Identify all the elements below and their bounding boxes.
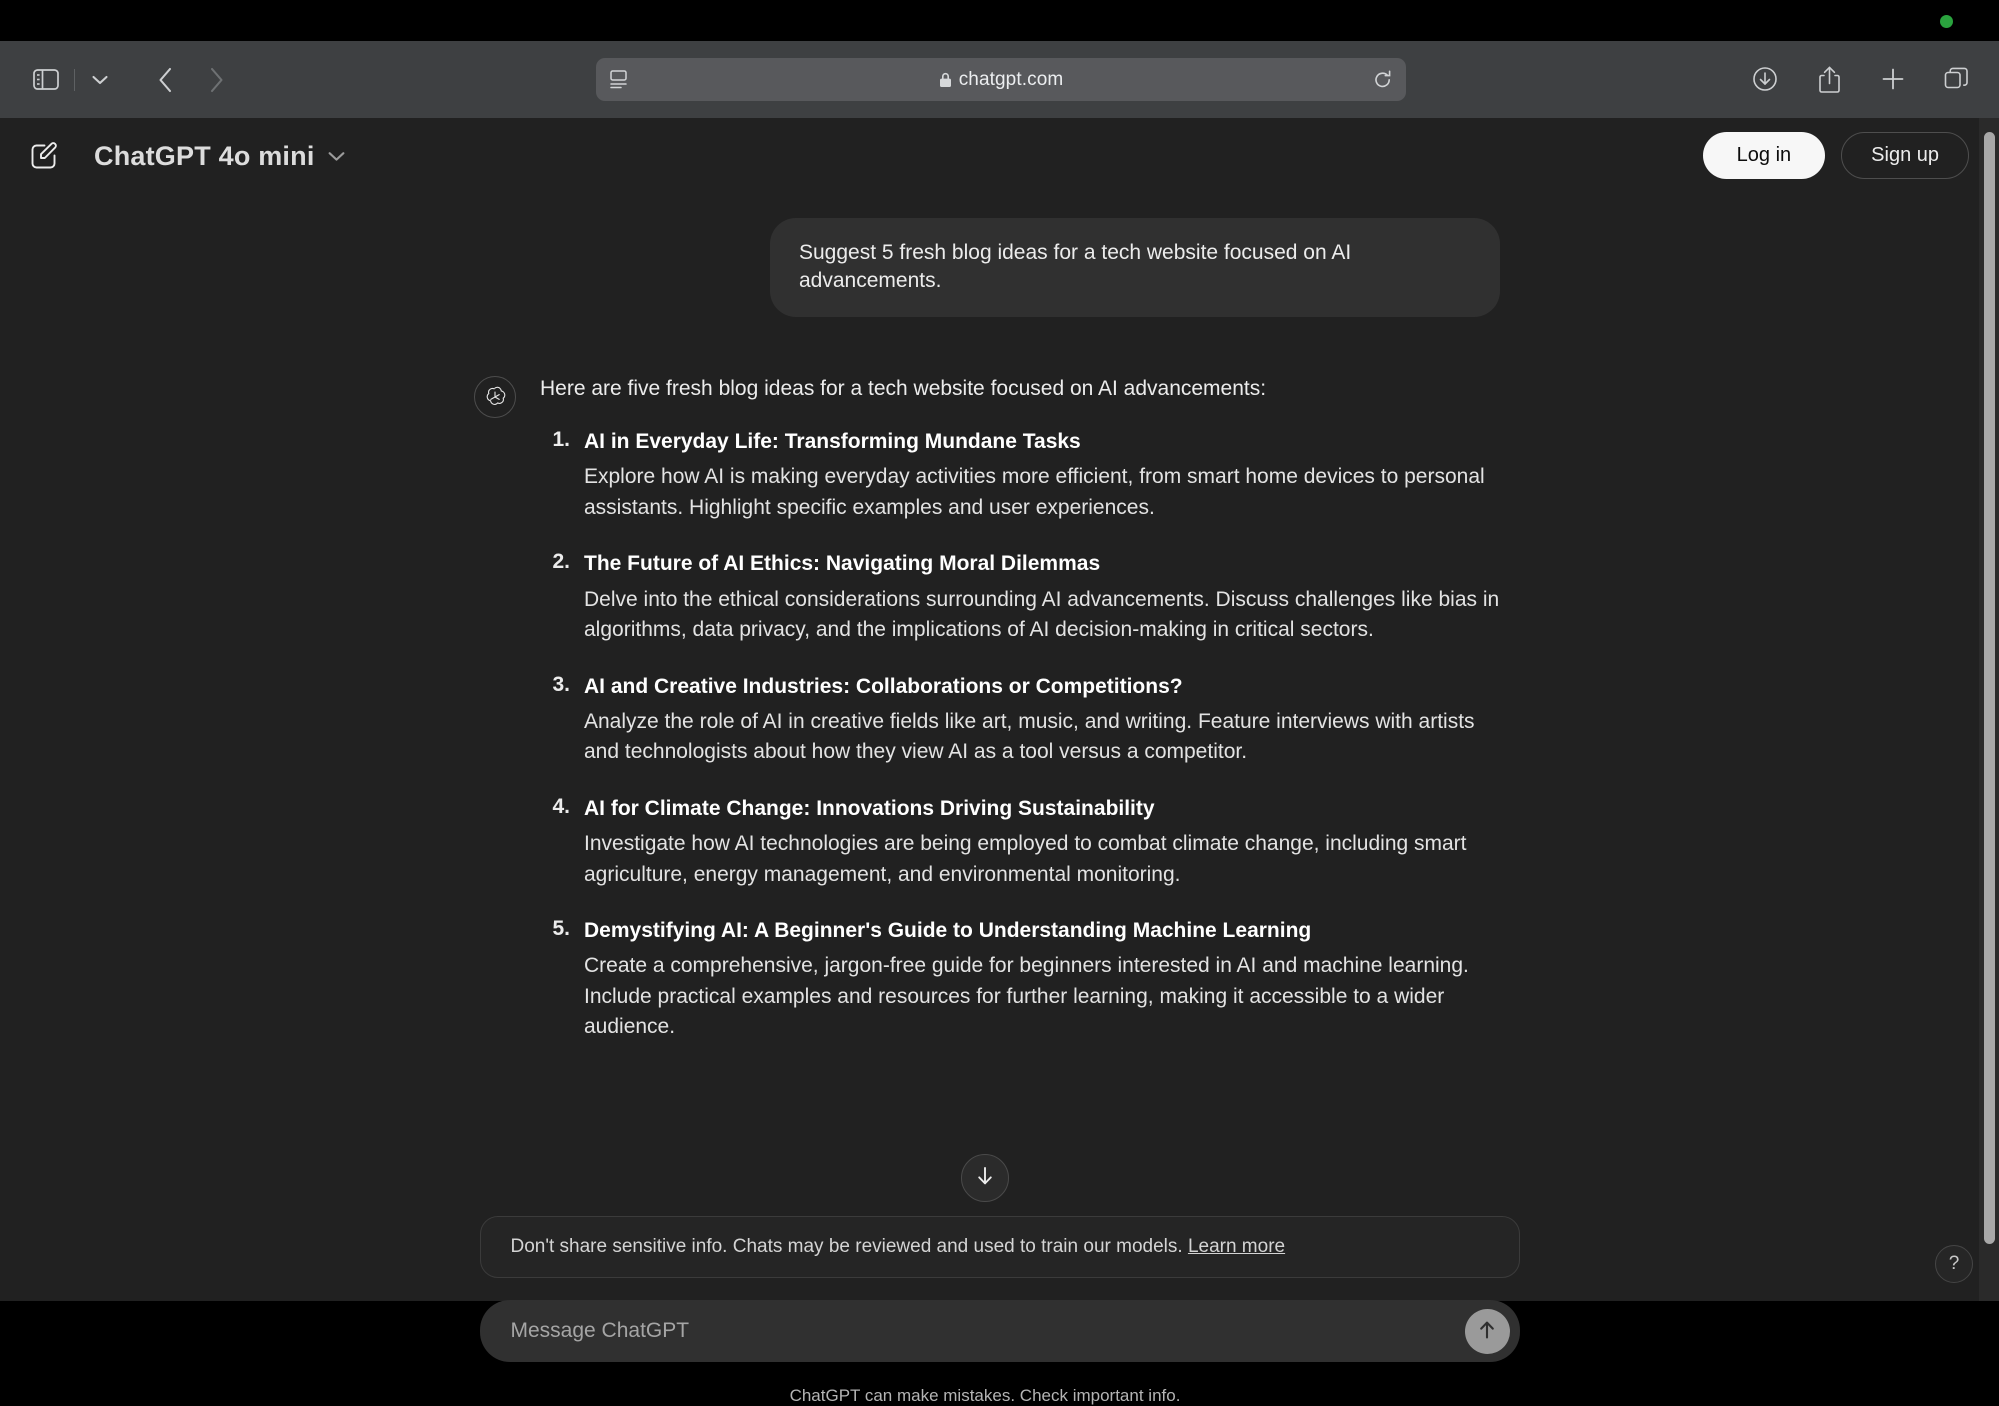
- list-item: [540, 917, 1500, 1043]
- idea-title: The Future of AI Ethics: Navigating Moral Dilemmas: [584, 552, 1101, 576]
- user-message-bubble: Suggest 5 fresh blog ideas for a tech website focused on AI advancements.: [770, 218, 1500, 317]
- idea-description: Analyze the role of AI in creative fields like art, music, and writing. Feature interviews with artists and technologists about how they view AI as a tool versus a competitor.: [584, 709, 1475, 764]
- new-chat-pencil-icon[interactable]: [28, 140, 60, 172]
- user-message-row: [470, 218, 1500, 317]
- scrollbar-thumb[interactable]: [1984, 132, 1995, 1244]
- reader-view-icon[interactable]: [610, 70, 627, 89]
- plus-icon[interactable]: [1875, 58, 1911, 100]
- chatgpt-page: [0, 118, 1999, 1405]
- back-arrow-icon[interactable]: [141, 60, 191, 100]
- openai-logo-icon: [474, 376, 516, 418]
- footer-disclaimer: ChatGPT can make mistakes. Check important info.: [789, 1386, 1181, 1405]
- help-button[interactable]: ?: [1935, 1245, 1973, 1283]
- lock-icon: [939, 72, 952, 88]
- message-thread: [470, 194, 1500, 1070]
- sensitive-info-disclaimer: [480, 1216, 1520, 1278]
- tab-overview-icon[interactable]: [1939, 58, 1975, 100]
- url-text: chatgpt.com: [958, 68, 1064, 90]
- tab-group-chevron-down-icon[interactable]: [81, 60, 119, 100]
- recording-status-dot: [1940, 15, 1953, 28]
- login-button[interactable]: Log in: [1703, 132, 1826, 179]
- list-item: [540, 550, 1500, 645]
- header-left-group: [0, 135, 353, 178]
- browser-toolbar: [0, 41, 1999, 118]
- learn-more-link[interactable]: Learn more: [1187, 1236, 1286, 1257]
- model-name-label: ChatGPT 4o mini: [94, 140, 315, 171]
- disclaimer-text: Don't share sensitive info. Chats may be reviewed and used to train our models.: [510, 1236, 1183, 1257]
- chevron-down-icon: [328, 151, 345, 162]
- chatgpt-header: [0, 118, 1999, 194]
- model-selector[interactable]: [86, 135, 353, 178]
- idea-description: Create a comprehensive, jargon-free guide for beginners interested in AI and machine learning. Include practical examples and resources for further learning, making it accessible to a wider audience.: [584, 954, 1469, 1039]
- idea-description: Delve into the ethical considerations surrounding AI advancements. Discuss challenges like bias in algorithms, data privacy, and the implications of AI decision-making in critical sectors.: [584, 587, 1500, 642]
- list-item: [540, 795, 1500, 890]
- arrow-down-icon: [975, 1165, 995, 1192]
- idea-list: [540, 428, 1500, 1043]
- header-right-group: [1703, 132, 1969, 179]
- arrow-up-icon: [1477, 1319, 1497, 1344]
- os-top-bar: [0, 0, 1999, 41]
- signup-button[interactable]: Sign up: [1841, 132, 1969, 179]
- list-item: [540, 673, 1500, 768]
- conversation-area: [0, 194, 1970, 1194]
- sidebar-toggle-icon[interactable]: [24, 60, 68, 100]
- toolbar-divider: [74, 69, 75, 91]
- disclaimer-text-wrap: [481, 1236, 1286, 1258]
- list-item: [540, 428, 1500, 523]
- message-composer[interactable]: [480, 1300, 1520, 1362]
- assistant-message-row: [470, 374, 1500, 1070]
- idea-title: Demystifying AI: A Beginner's Guide to Understanding Machine Learning: [584, 919, 1312, 942]
- share-icon[interactable]: [1811, 58, 1847, 100]
- idea-title: AI and Creative Industries: Collaborations or Competitions?: [584, 674, 1183, 698]
- toolbar-left-group: [0, 60, 241, 100]
- address-bar[interactable]: [596, 58, 1406, 101]
- forward-arrow-icon[interactable]: [191, 60, 241, 100]
- idea-description: Explore how AI is making everyday activities more efficient, from smart home devices to personal assistants. Highlight specific examples and user experiences.: [584, 465, 1485, 519]
- download-icon[interactable]: [1747, 58, 1783, 100]
- idea-title: AI in Everyday Life: Transforming Mundane Tasks: [584, 430, 1081, 454]
- assistant-intro-text: Here are five fresh blog ideas for a tech website focused on AI advancements:: [540, 376, 1267, 400]
- toolbar-right-group: [1747, 58, 1975, 100]
- send-button[interactable]: [1465, 1309, 1510, 1354]
- idea-description: Investigate how AI technologies are being employed to combat climate change, including smart agriculture, energy management, and environmental monitoring.: [584, 832, 1467, 886]
- reload-icon[interactable]: [1374, 70, 1392, 90]
- message-input[interactable]: [480, 1319, 1465, 1343]
- scroll-to-bottom-button[interactable]: [961, 1154, 1009, 1202]
- assistant-message-body: [540, 374, 1500, 1070]
- idea-title: AI for Climate Change: Innovations Driving Sustainability: [584, 796, 1155, 820]
